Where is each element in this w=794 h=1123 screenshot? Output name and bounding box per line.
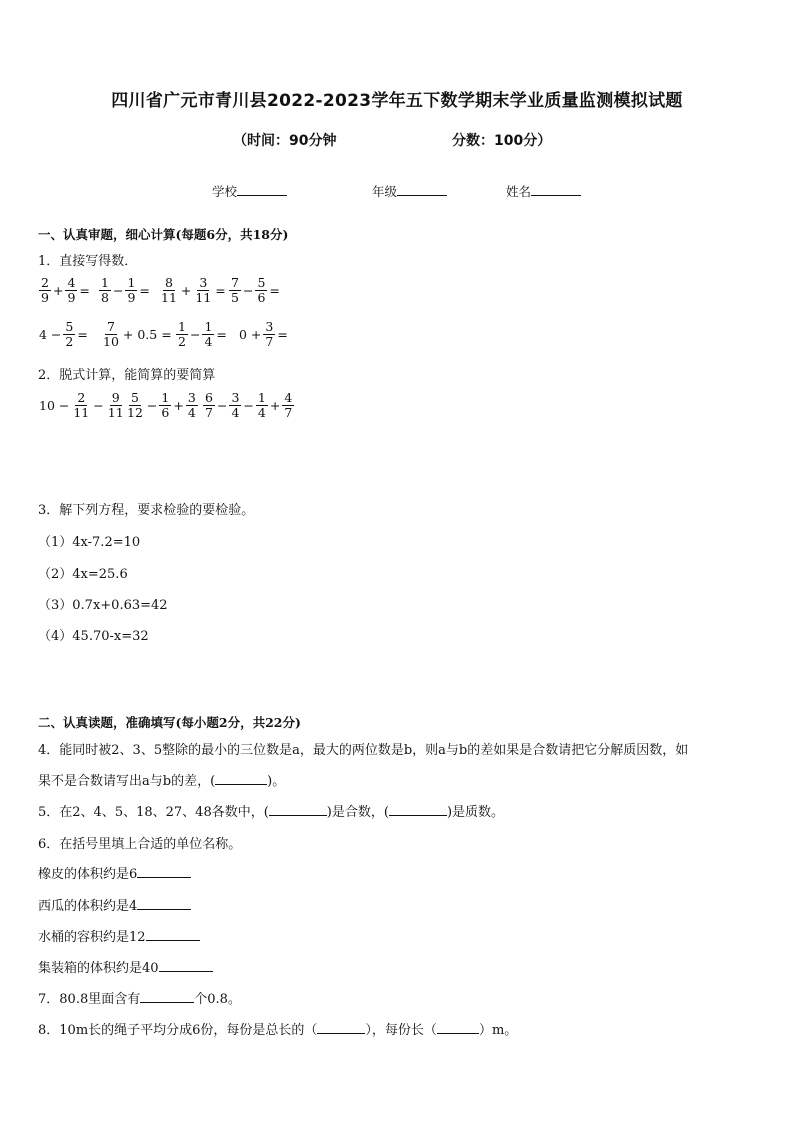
fraction [186,391,198,420]
denominator: 4 [204,334,213,349]
exam-title: 四川省广元市青川县2022-2023学年五下数学期末学业质量监测模拟试题 [111,91,683,111]
answer-blank[interactable] [146,928,200,941]
numerator: 6 [205,390,213,405]
equation-1: （1）4x-7.2=10 [38,535,141,550]
question-7: 7．80.8里面含有 个0.8。 [38,992,241,1007]
question-3: 3．解下列方程，要求检验的要检验。 [38,503,255,518]
calc-3-2 [124,391,199,420]
question-6-3: 水桶的容积约是12 [38,926,200,945]
fraction [176,320,188,349]
denominator: 7 [284,405,293,420]
operator: − [242,283,254,298]
denominator: 9 [67,290,76,305]
question-6-2: 西瓜的体积约是4 [38,895,191,914]
numerator: 3 [231,390,240,405]
numerator: 1 [257,390,266,405]
operator: + 0.5 = [122,327,172,342]
question-5: 5．在2、4、5、18、27、48各数中，( )是合数，( )是质数。 [38,805,505,820]
fraction [229,391,241,420]
fraction [229,276,241,305]
question-6-4: 集装箱的体积约是40 [38,957,213,976]
numerator: 8 [164,275,173,290]
answer-blank[interactable] [159,959,213,972]
denominator: 8 [101,290,109,305]
calc-2-1 [38,320,89,349]
exam-score: 分数：100分） [452,133,552,149]
fraction [193,276,213,305]
answer-blank[interactable] [317,1021,365,1034]
question-2: 2．脱式计算，能简算的要简算 [38,368,216,383]
equation-4: （4）45.70-x=32 [38,629,149,644]
answer-blank[interactable] [137,865,191,878]
name-blank[interactable] [531,183,581,196]
school-blank[interactable] [237,183,287,196]
answer-blank[interactable] [215,772,267,785]
numerator: 3 [265,319,274,334]
operator: 4 − [39,327,62,342]
equation-2: （2）4x=25.6 [38,567,128,582]
calc-1-1 [38,276,91,305]
question-4-line1: 4．能同时被2、3、5整除的最小的三位数是a，最大的两位数是b，则a与b的差如果是合数请把它分解质因数，如 [38,743,689,758]
calc-2-2 [100,320,173,349]
operator: − [93,398,104,413]
fraction [159,391,171,420]
fraction [282,391,294,420]
fraction [63,320,75,349]
denominator: 2 [178,334,186,349]
calc-3-1 [38,391,127,420]
question-8: 8．10m长的绳子平均分成6份，每份是总长的（ ），每份长（ ）m。 [38,1023,518,1038]
school-field: 学校 [212,182,287,200]
denominator: 4 [231,405,240,420]
fraction [202,320,214,349]
question-6-1: 橡皮的体积约是6 [38,863,191,882]
denominator: 10 [103,334,119,349]
fraction [203,391,215,420]
section2-heading: 二、认真读题，准确填写(每小题2分，共22分) [38,715,301,730]
fraction [256,391,268,420]
denominator: 11 [107,405,124,420]
denominator: 11 [195,290,212,305]
calc-1-2 [98,276,151,305]
operator: = [79,283,90,298]
question-1: 1．直接写得数． [38,254,138,269]
operator: = [215,283,226,298]
numerator: 1 [101,275,109,290]
fraction [125,391,145,420]
denominator: 9 [127,290,136,305]
answer-blank[interactable] [437,1021,479,1034]
calc-2-4 [238,320,289,349]
numerator: 2 [77,390,86,405]
numerator: 3 [187,390,196,405]
fraction [159,276,179,305]
calc-3-3 [202,391,295,420]
fraction [255,276,267,305]
operator: − [189,327,201,342]
operator: = [216,327,227,342]
calc-2-3 [175,320,228,349]
equation-3: （3）0.7x+0.63=42 [38,598,168,613]
denominator: 11 [73,405,90,420]
fraction [39,276,51,305]
fraction [65,276,77,305]
numerator: 9 [111,390,120,405]
fraction [263,320,275,349]
exam-time: （时间：90分钟 [233,133,337,149]
numerator: 5 [65,319,74,334]
grade-blank[interactable] [397,183,447,196]
operator: − [216,398,228,413]
fraction [106,391,126,420]
denominator: 7 [265,334,274,349]
name-field: 姓名 [506,182,581,200]
numerator: 1 [178,319,186,334]
numerator: 1 [204,319,213,334]
operator: − [112,283,124,298]
operator: + [52,283,64,298]
numerator: 2 [41,275,49,290]
denominator: 9 [41,290,49,305]
fraction [101,320,121,349]
denominator: 4 [187,405,196,420]
numerator: 1 [127,275,136,290]
operator: + [269,398,281,413]
denominator: 12 [127,405,143,420]
calc-1-4 [228,276,281,305]
numerator: 5 [257,275,266,290]
calc-1-3 [158,276,227,305]
operator: = [269,283,280,298]
operator: = [139,283,150,298]
answer-blank[interactable] [269,803,327,816]
operator: + [180,283,192,298]
operator: 0 + [239,327,262,342]
operator: − [243,398,254,413]
numerator: 3 [199,275,208,290]
question-6: 6．在括号里填上合适的单位名称。 [38,837,242,852]
denominator: 6 [257,290,266,305]
denominator: 2 [65,334,74,349]
grade-field: 年级 [372,182,447,200]
numerator: 7 [106,319,115,334]
denominator: 5 [231,290,239,305]
denominator: 7 [205,405,213,420]
operator: = [77,327,88,342]
fraction [99,276,111,305]
numerator: 7 [231,275,239,290]
answer-blank[interactable] [389,803,447,816]
denominator: 6 [161,405,170,420]
fraction [125,276,137,305]
denominator: 11 [161,290,177,305]
answer-blank[interactable] [140,990,194,1003]
operator: 10 − [39,398,70,413]
operator: = [277,327,288,342]
operator: − [146,398,158,413]
fraction [71,391,91,420]
operator: + [173,398,184,413]
answer-blank[interactable] [137,897,191,910]
numerator: 5 [130,390,139,405]
numerator: 1 [161,390,170,405]
question-4-line2: 果不是合数请写出a与b的差，( )。 [38,774,286,789]
denominator: 4 [257,405,266,420]
numerator: 4 [67,275,76,290]
section1-heading: 一、认真审题，细心计算(每题6分，共18分) [38,227,289,242]
numerator: 4 [284,390,293,405]
